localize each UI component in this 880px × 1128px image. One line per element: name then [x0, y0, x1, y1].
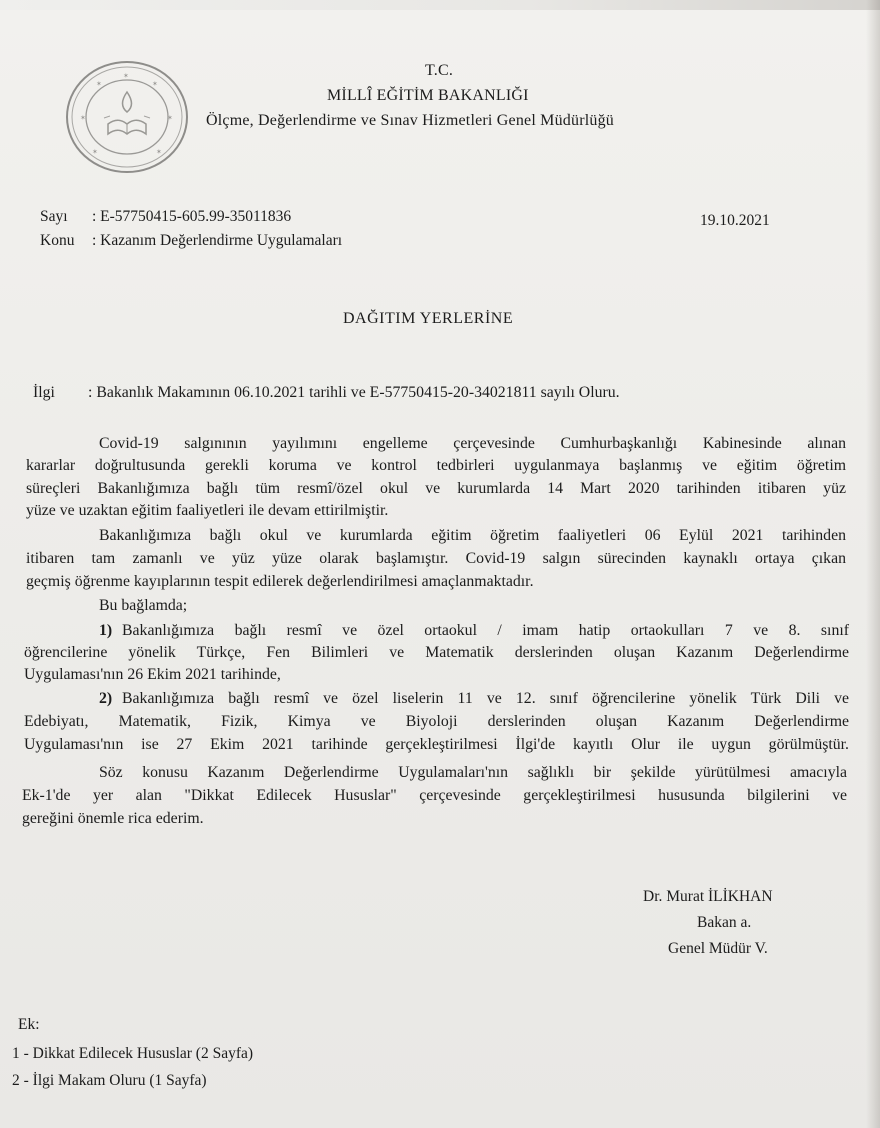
signature-role-1: Bakan a. [697, 914, 752, 931]
svg-text:✶: ✶ [123, 72, 129, 80]
paragraph-1-line-3: süreçleri Bakanlığımıza bağlı tüm resmî/özel okul ve kurumlarda 14 Mart 2020 tarihinden itibaren yüz [26, 480, 846, 497]
document-title: DAĞITIM YERLERİNE [343, 310, 514, 327]
svg-text:✶: ✶ [92, 148, 98, 156]
paragraph-4-line-1: Söz konusu Kazanım Değerlendirme Uygulamaları'nın sağlıklı bir şekilde yürütülmesi amacıyla [99, 764, 847, 781]
attachment-item: 2 - İlgi Makam Oluru (1 Sayfa) [12, 1072, 207, 1089]
konu-value: : Kazanım Değerlendirme Uygulamaları [92, 232, 343, 249]
svg-text:✶: ✶ [96, 80, 102, 88]
sayi-label: Sayı [40, 208, 68, 225]
item-1-number: 1) [99, 622, 113, 639]
ilgi-value: : Bakanlık Makamının 06.10.2021 tarihli ve E-57750415-20-34021811 sayılı Oluru. [88, 384, 620, 401]
header-department: Ölçme, Değerlendirme ve Sınav Hizmetleri Genel Müdürlüğü [206, 112, 614, 129]
header-ministry: MİLLÎ EĞİTİM BAKANLIĞI [327, 87, 529, 104]
svg-text:✶: ✶ [152, 80, 158, 88]
header-tc: T.C. [425, 62, 454, 79]
paragraph-2-line-1: Bakanlığımıza bağlı okul ve kurumlarda eğitim öğretim faaliyetleri 06 Eylül 2021 tarihinden [99, 527, 846, 544]
page-top-edge [0, 0, 880, 10]
signature-name: Dr. Murat İLİKHAN [643, 888, 773, 905]
ministry-seal [62, 58, 192, 176]
paragraph-4-line-2: Ek-1'de yer alan "Dikkat Edilecek Hususlar" çerçevesinde gerçekleştirilmesi hususunda bilgilerini ve [22, 787, 847, 804]
konu-label: Konu [40, 232, 75, 249]
signature-role-2: Genel Müdür V. [668, 940, 768, 957]
item-2-number: 2) [99, 690, 113, 707]
paragraph-3: Bu bağlamda; [99, 597, 188, 614]
paragraph-1-line-4: yüze ve uzaktan eğitim faaliyetleri ile devam ettirilmiştir. [26, 502, 389, 519]
item-1-line-2: öğrencilerine yönelik Türkçe, Fen Bilimleri ve Matematik derslerinden oluşan Kazanım Değerlendirme [24, 644, 849, 661]
page-right-shadow [866, 0, 880, 1128]
paragraph-1-line-1: Covid-19 salgınının yayılımını engelleme çerçevesinde Cumhurbaşkanlığı Kabinesinde alınan [99, 435, 846, 452]
svg-text:✶: ✶ [156, 148, 162, 156]
attachments-label: Ek: [18, 1016, 40, 1033]
item-1-line-1: Bakanlığımıza bağlı resmî ve özel ortaokul / imam hatip ortaokulları 7 ve 8. sınıf [122, 622, 849, 639]
svg-text:✶: ✶ [80, 114, 86, 122]
item-2-line-3: Uygulaması'nın ise 27 Ekim 2021 tarihinde gerçekleştirilmesi İlgi'de kayıtlı Olur ile uygun görülmüştür. [24, 736, 849, 753]
paragraph-2-line-3: geçmiş öğrenme kayıplarının tespit edilerek değerlendirilmesi amaçlanmaktadır. [26, 573, 534, 590]
svg-text:✶: ✶ [167, 114, 173, 122]
ilgi-label: İlgi [33, 384, 55, 401]
sayi-value: : E-57750415-605.99-35011836 [92, 208, 292, 225]
document-date: 19.10.2021 [700, 212, 770, 229]
paragraph-2-line-2: itibaren tam zamanlı ve yüz yüze olarak başlamıştır. Covid-19 salgın sürecinden kaynaklı ortaya çıkan [26, 550, 846, 567]
item-2-line-1: Bakanlığımıza bağlı resmî ve özel liselerin 11 ve 12. sınıf öğrencilerine yönelik Türk Dili ve [122, 690, 849, 707]
paragraph-4-line-3: gereğini önemle rica ederim. [22, 810, 204, 827]
attachment-item: 1 - Dikkat Edilecek Hususlar (2 Sayfa) [12, 1045, 254, 1062]
item-1-line-3: Uygulaması'nın 26 Ekim 2021 tarihinde, [24, 666, 281, 683]
paragraph-1-line-2: kararlar doğrultusunda gerekli koruma ve kontrol tedbirleri uygulanmaya başlanmış ve eğitim öğretim [26, 457, 846, 474]
item-2-line-2: Edebiyatı, Matematik, Fizik, Kimya ve Biyoloji derslerinden oluşan Kazanım Değerlendirme [24, 713, 849, 730]
